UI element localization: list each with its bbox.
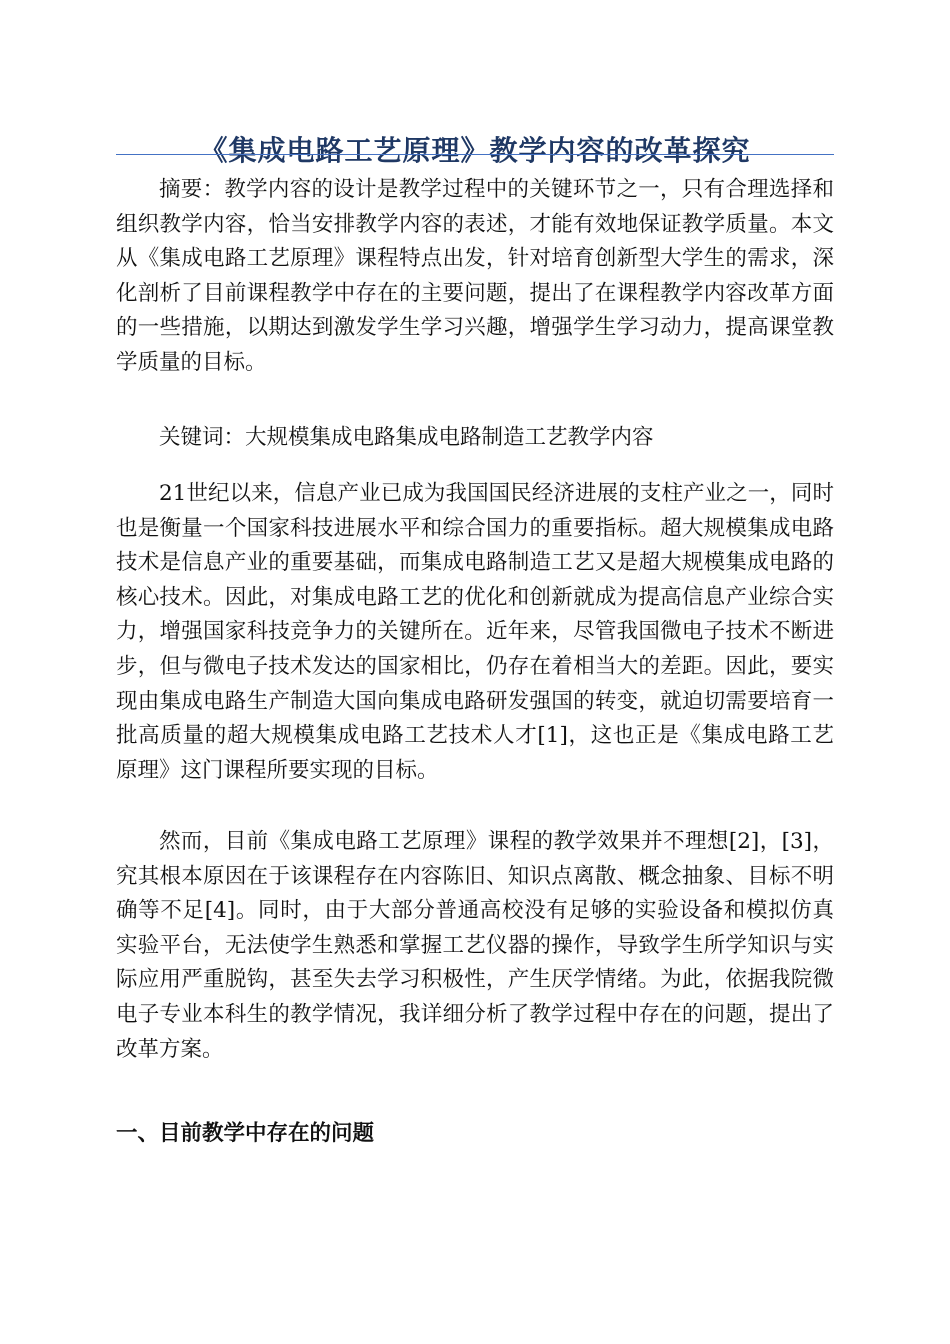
section-heading: 一、目前教学中存在的问题 bbox=[116, 1121, 375, 1146]
abstract-paragraph: 摘要：教学内容的设计是教学过程中的关键环节之一，只有合理选择和组织教学内容，恰当安排教学内容的表述，才能有效地保证教学质量。本文从《集成电路工艺原理》课程特点出发，针对培育创新型大学生的需求，深化剖析了目前课程教学中存在的主要问题，提出了在课程教学内容改革方面的一些措施，以期达到激发学生学习兴趣，增强学生学习动力，提高课堂教学质量的目标。 bbox=[116, 177, 834, 375]
title-underline bbox=[116, 154, 834, 155]
issues-paragraph: 然而，目前《集成电路工艺原理》课程的教学效果并不理想[2]，[3]，究其根本原因在于该课程存在内容陈旧、知识点离散、概念抽象、目标不明确等不足[4]。同时，由于大部分普通高校没有足够的实验设备和模拟仿真实验平台，无法使学生熟悉和掌握工艺仪器的操作，导致学生所学知识与实际应用严重脱钩，甚至失去学习积极性，产生厌学情绪。为此，依据我院微电子专业本科生的教学情况，我详细分析了教学过程中存在的问题，提出了改革方案。 bbox=[116, 829, 834, 1062]
document-title: 《集成电路工艺原理》教学内容的改革探究 bbox=[199, 133, 751, 167]
intro-paragraph: 21世纪以来，信息产业已成为我国国民经济进展的支柱产业之一，同时也是衡量一个国家科技进展水平和综合国力的重要指标。超大规模集成电路技术是信息产业的重要基础，而集成电路制造工艺又是超大规模集成电路的核心技术。因此，对集成电路工艺的优化和创新就成为提高信息产业综合实力，增强国家科技竞争力的关键所在。近年来，尽管我国微电子技术不断进步，但与微电子技术发达的国家相比，仍存在着相当大的差距。因此，要实现由集成电路生产制造大国向集成电路研发强国的转变，就迫切需要培育一批高质量的超大规模集成电路工艺技术人才[1]，这也正是《集成电路工艺原理》这门课程所要实现的目标。 bbox=[116, 481, 834, 783]
keywords-paragraph: 关键词：大规模集成电路集成电路制造工艺教学内容 bbox=[159, 425, 654, 450]
